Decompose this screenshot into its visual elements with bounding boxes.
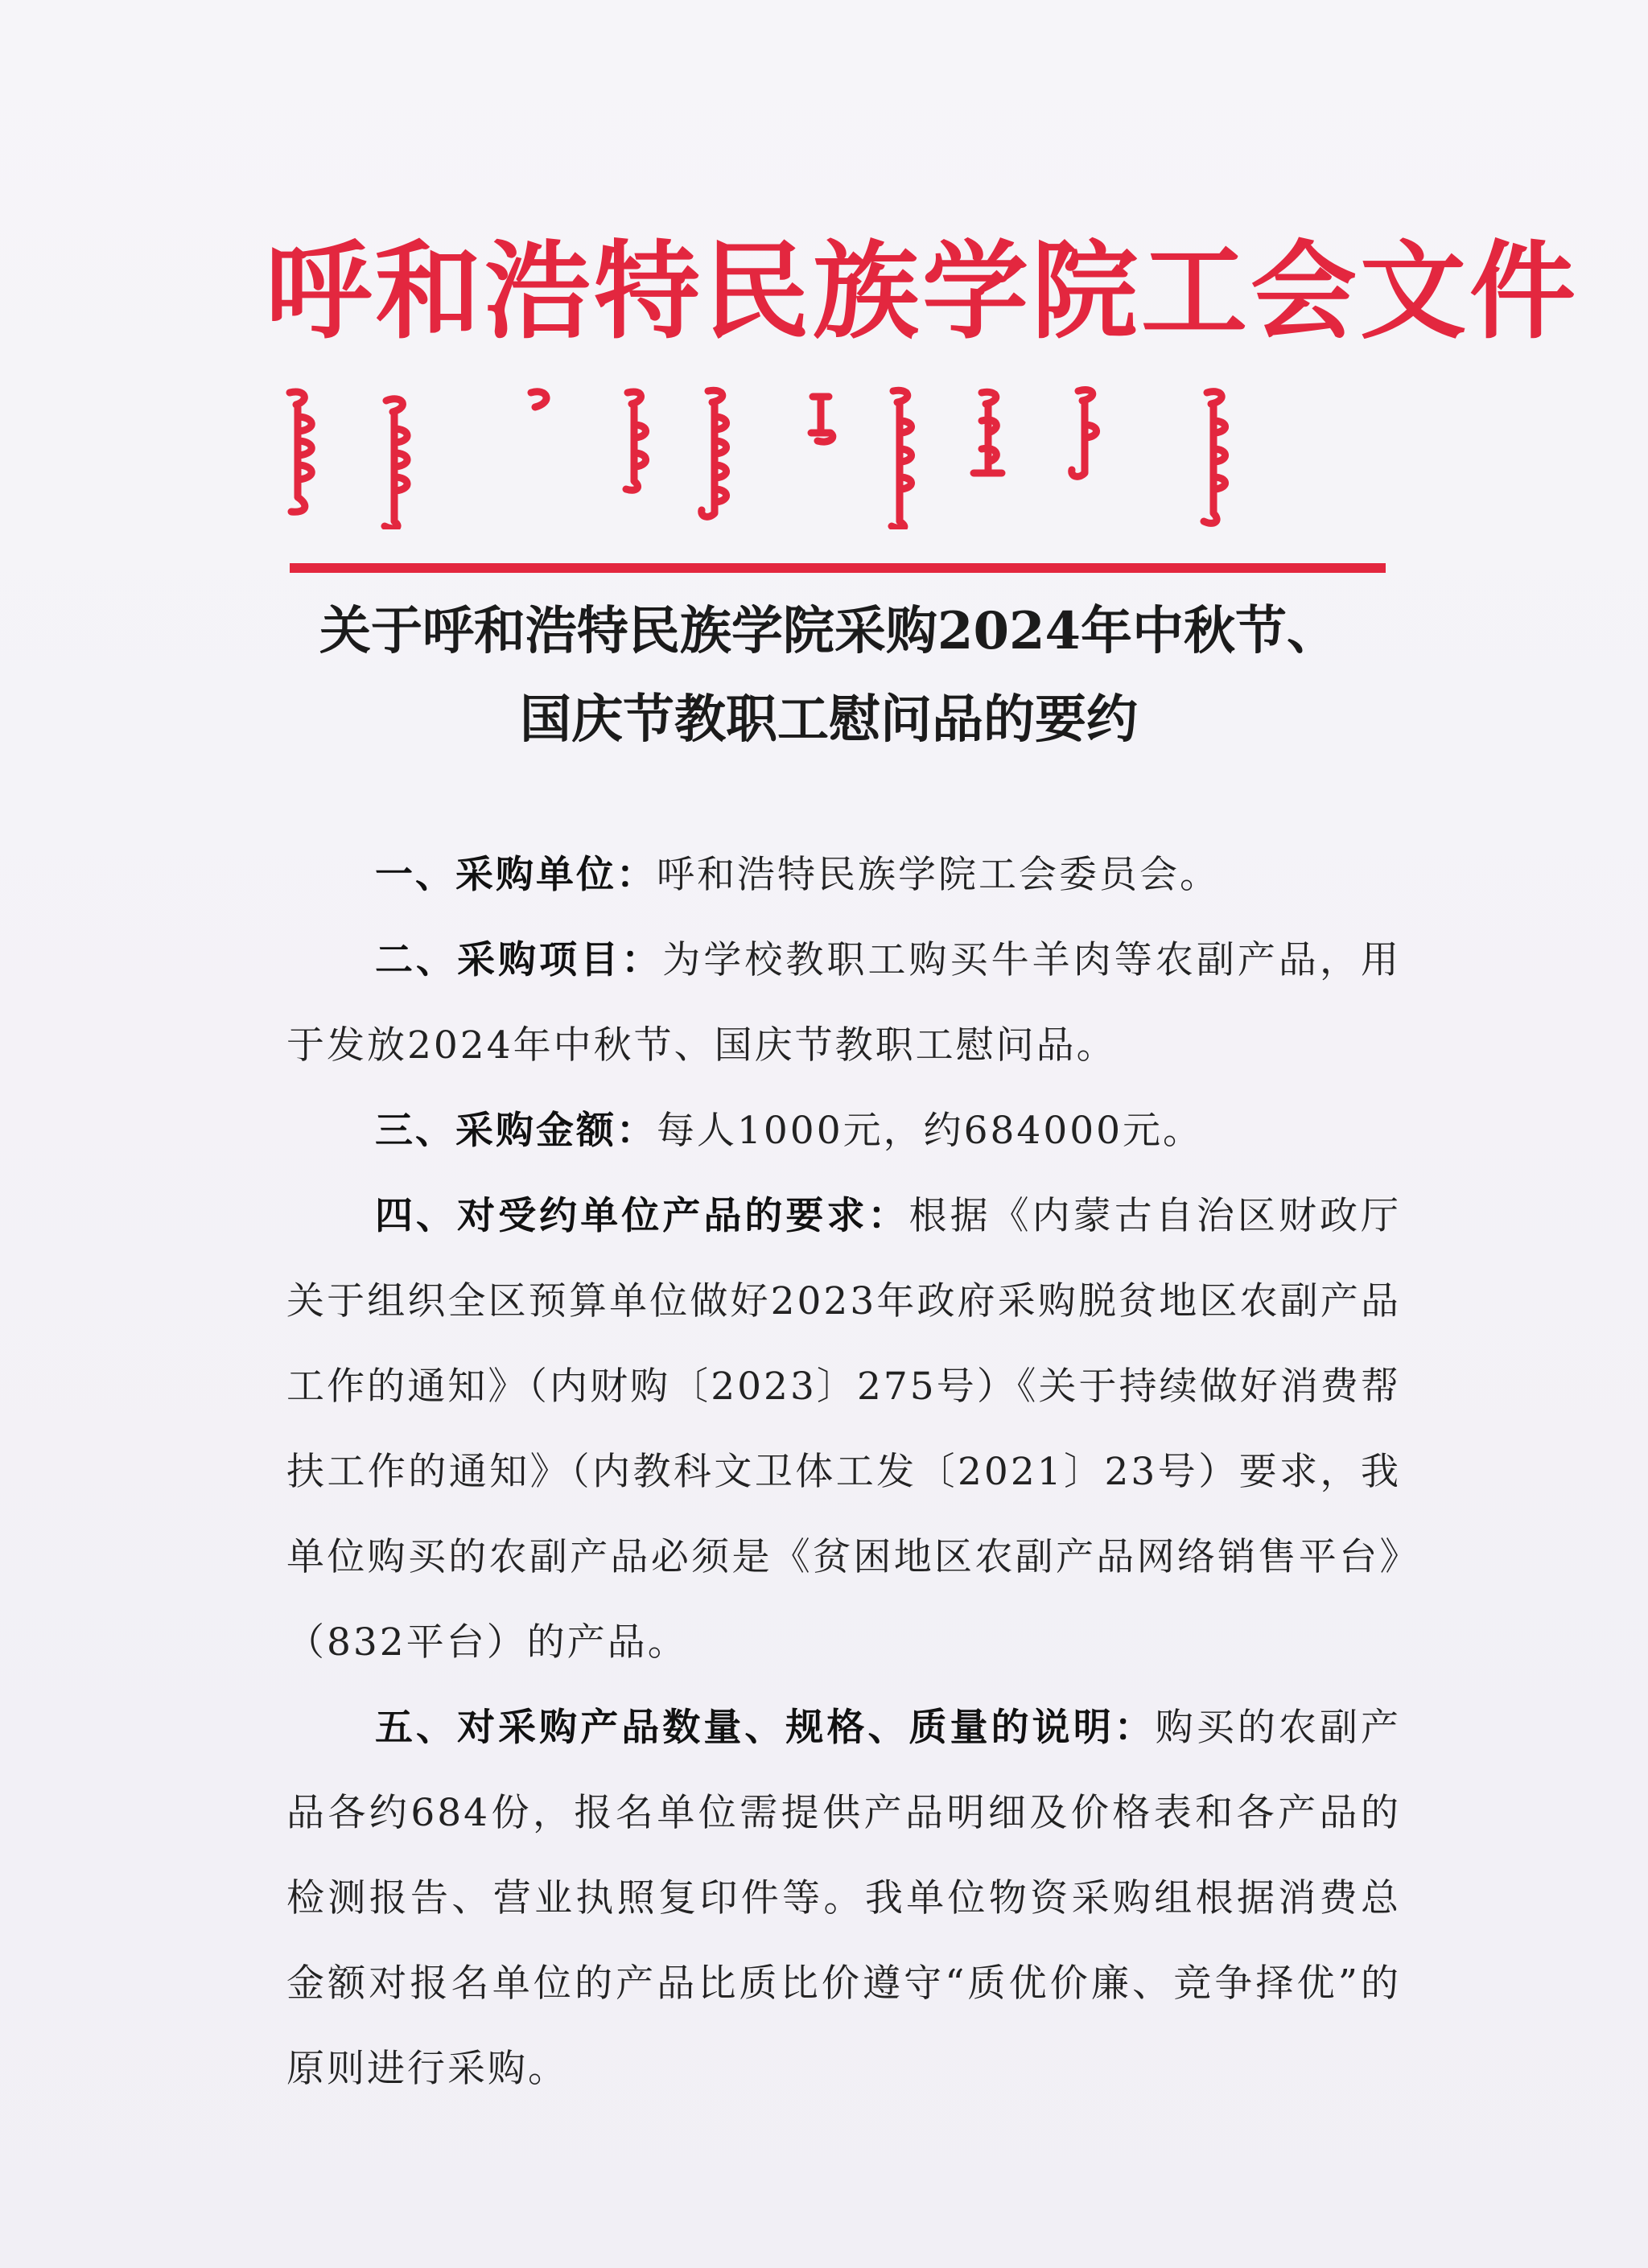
document-body [286, 833, 1401, 2112]
document-title-line-1: 关于呼和浩特民族学院采购2024年中秋节、 [319, 601, 1339, 661]
section-purchasing-unit [286, 833, 1401, 918]
section-text: 根据《内蒙古自治区财政厅关于组织全区预算单位做好2023年政府采购脱贫地区农副产品工作的通知》（内财购〔2023〕275号）《关于持续做好消费帮扶工作的通知》（内教科文卫体工发〔2021〕23号）要求，我单位购买的农副产品必须是《贫困地区农副产品网络销售平台》（832平台）的产品。 [286, 1194, 1402, 1665]
issuer-header: 呼和浩特民族学院工会文件 [266, 229, 1579, 354]
document-title-line-2: 国庆节教职工慰问品的要约 [520, 689, 1138, 750]
section-purchasing-item [286, 918, 1401, 1089]
mongolian-word-5 [702, 390, 727, 517]
mongolian-word-3 [531, 392, 546, 407]
section-heading: 一、采购单位： [375, 853, 657, 897]
mongolian-word-8 [974, 392, 1002, 473]
mongolian-word-10 [1204, 392, 1226, 524]
section-heading: 三、采购金额： [375, 1109, 657, 1153]
mongolian-script-heading [274, 385, 1392, 529]
mongolian-word-4 [626, 392, 646, 490]
mongolian-word-7 [892, 390, 912, 529]
section-text: 呼和浩特民族学院工会委员会。 [657, 853, 1220, 897]
section-product-requirements [286, 1174, 1401, 1686]
document-title [258, 587, 1400, 764]
mongolian-word-1 [290, 392, 311, 512]
mongolian-word-2 [385, 399, 407, 529]
section-heading: 二、采购项目： [375, 938, 663, 982]
header-red-rule [290, 563, 1386, 573]
section-heading: 五、对采购产品数量、规格、质量的说明： [375, 1706, 1156, 1750]
section-text: 为学校教职工购买牛羊肉等农副产品，用于发放2024年中秋节、国庆节教职工慰问品。 [286, 938, 1402, 1068]
section-heading: 四、对受约单位产品的要求： [375, 1194, 909, 1238]
mongolian-word-9 [1072, 390, 1097, 477]
section-quantity-quality [286, 1686, 1401, 2112]
section-text: 购买的农副产品各约684份，报名单位需提供产品明细及价格表和各产品的检测报告、营业执照复印件等。我单位物资采购组根据消费总金额对报名单位的产品比质比价遵守“质优价廉、竞争择优”的原则进行采购。 [286, 1706, 1402, 2091]
mongolian-word-6 [811, 397, 833, 442]
section-text: 每人1000元，约684000元。 [657, 1109, 1204, 1153]
section-purchasing-amount [286, 1089, 1401, 1174]
